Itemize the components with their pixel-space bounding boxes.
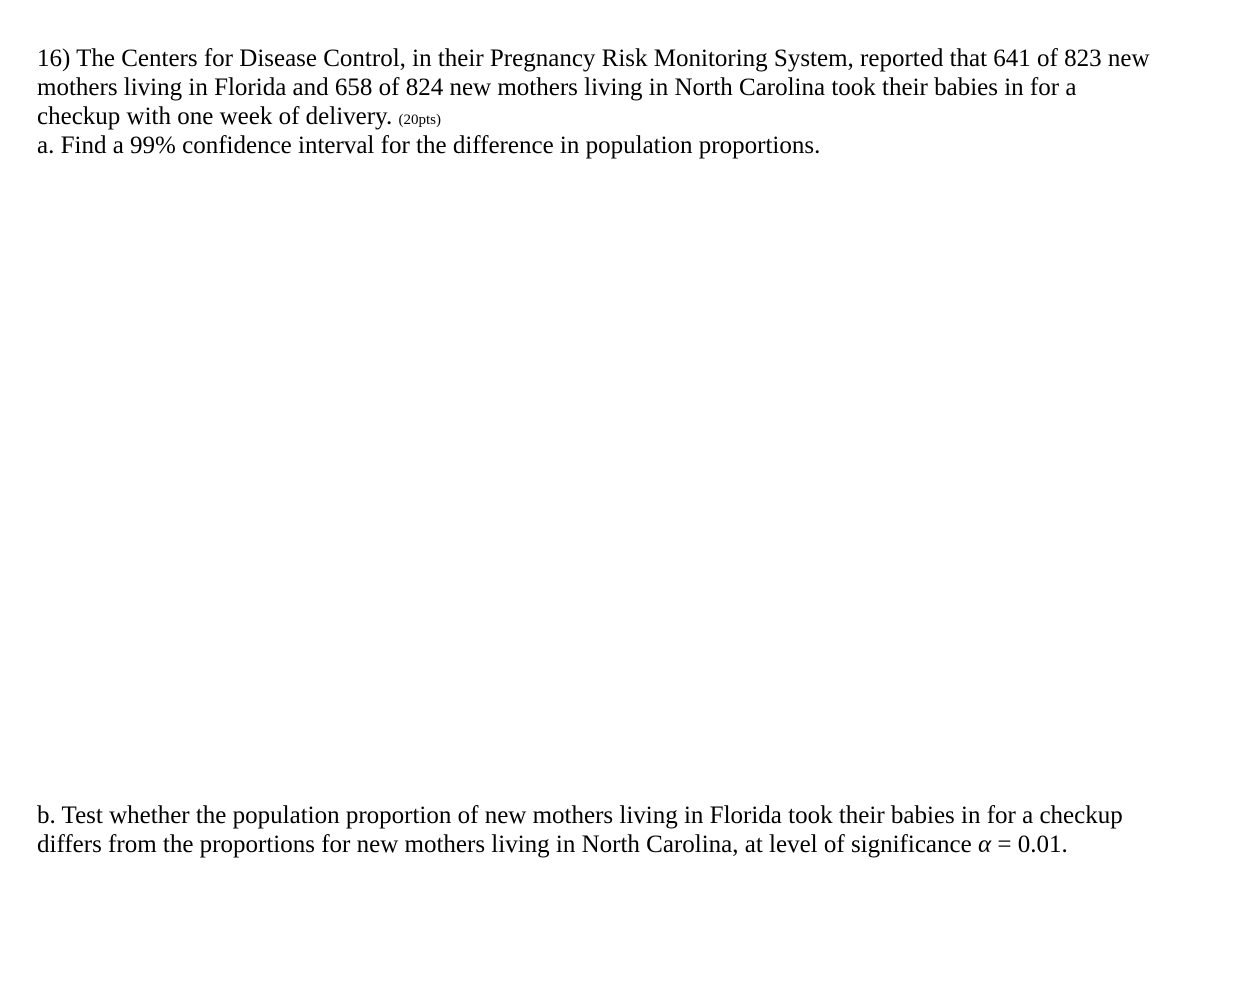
question-text-line-1: 16) The Centers for Disease Control, in their Pregnancy Risk Monitoring System, reported that 641 of 823 new xyxy=(37,45,1150,72)
part-a-prompt: a. Find a 99% confidence interval for the difference in population proportions. xyxy=(37,132,821,159)
question-text-line-3-body: checkup with one week of delivery. xyxy=(37,103,393,130)
question-text-line-2: mothers living in Florida and 658 of 824 new mothers living in North Carolina took their babies in for a xyxy=(37,74,1077,101)
part-b-prompt-line-2 xyxy=(37,830,1068,859)
points-label: (20pts) xyxy=(398,112,441,128)
alpha-symbol: α xyxy=(977,831,992,858)
part-b-prompt-line-1: b. Test whether the population proportion of new mothers living in Florida took their babies in for a checkup xyxy=(37,802,1123,829)
part-b-prompt-line-2-body: differs from the proportions for new mothers living in North Carolina, at level of significance xyxy=(37,831,972,858)
alpha-value: = 0.01. xyxy=(997,831,1068,858)
